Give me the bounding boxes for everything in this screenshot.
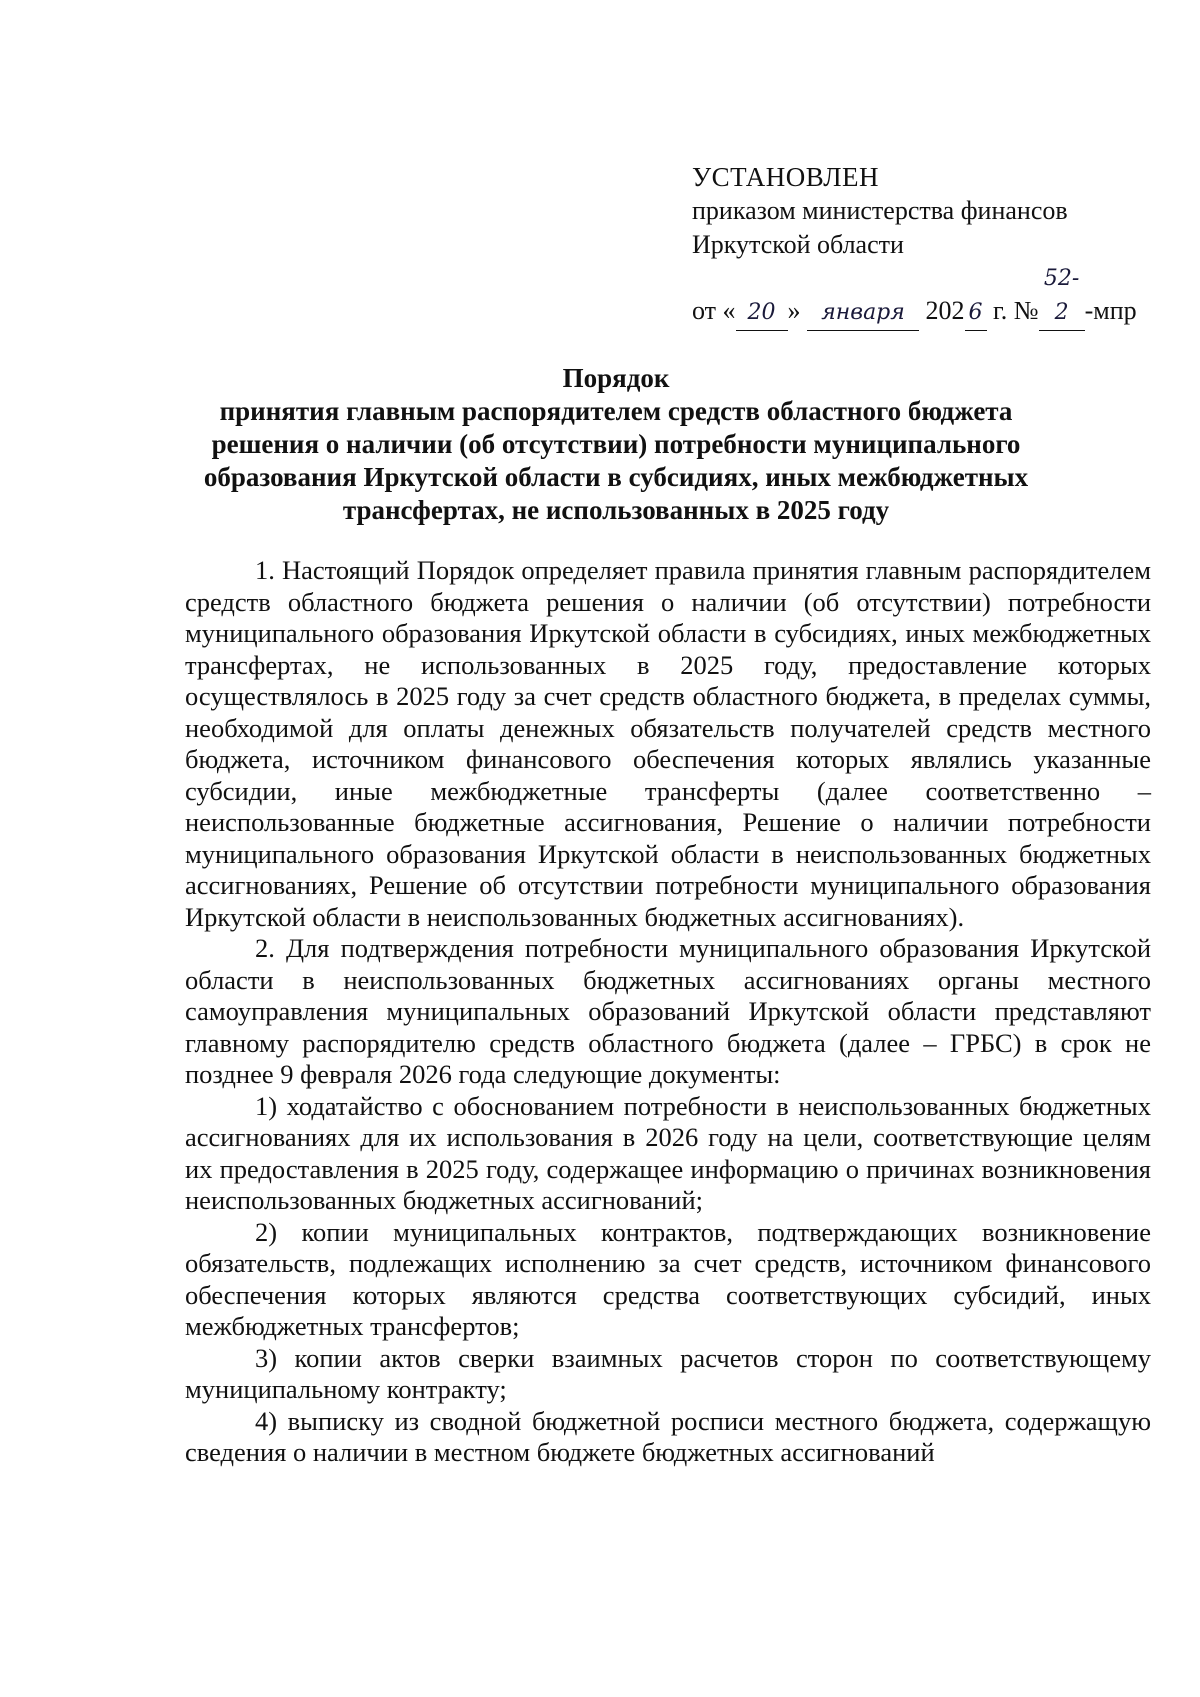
title-line-5: трансфертах, не использованных в 2025 году [342, 495, 890, 525]
handwritten-year-digit: 6 [965, 296, 987, 331]
approval-date-line [692, 262, 1162, 331]
approval-heading: УСТАНОВЛЕН [692, 162, 880, 192]
quote-close: » [787, 296, 801, 325]
title-line-3: решения о наличии (об отсутствии) потребности муниципального [211, 429, 1021, 459]
list-item-1: 1) ходатайство с обоснованием потребности в неиспользованных бюджетных ассигнованиях для их использования в 2026 году на цели, соответствующие целям их предоставления в 2025 году, содержащее информацию о причинах возникновения неиспользованных бюджетных ассигнований; [185, 1090, 1151, 1215]
approval-line-order: приказом министерства финансов [692, 196, 1068, 225]
handwritten-order-number: 52-2 [1039, 262, 1085, 331]
approval-line-region: Иркутской области [692, 230, 904, 259]
paragraph-1: 1. Настоящий Порядок определяет правила принятия главным распорядителем средств областного бюджета решения о наличии (об отсутствии) потребности муниципального образования Иркутской области в субсидиях, иных межбюджетных трансфертах, не использованных в 2025 году, предоставление которых осуществлялось в 2025 году за счет средств областного бюджета, в пределах суммы, необходимой для оплаты денежных обязательств получателей средств местного бюджета, источником финансового обеспечения которых являлись указанные субсидии, иные межбюджетные трансферты (далее соответственно – неиспользованные бюджетные ассигнования, Решение о наличии потребности муниципального образования Иркутской области в неиспользованных бюджетных ассигнованиях, Решение об отсутствии потребности муниципального образования Иркутской области в неиспользованных бюджетных ассигнованиях). [185, 555, 1151, 932]
year-prefix: 202 [925, 296, 965, 325]
list-item-3: 3) копии актов сверки взаимных расчетов сторон по соответствующему муниципальному контракту; [185, 1342, 1151, 1404]
handwritten-day: 20 [736, 296, 788, 331]
handwritten-month: января [807, 296, 919, 331]
list-item-2: 2) копии муниципальных контрактов, подтверждающих возникновение обязательств, подлежащих исполнению за счет средств, источником финансового обеспечения которых являются средства соответствующих субсидий, иных межбюджетных трансфертов; [185, 1216, 1151, 1341]
date-prefix: от « [692, 296, 736, 325]
number-prefix: г. № [986, 296, 1039, 325]
list-item-4: 4) выписку из сводной бюджетной росписи местного бюджета, содержащую сведения о наличии в местном бюджете бюджетных ассигнований [185, 1405, 1151, 1467]
paragraph-2: 2. Для подтверждения потребности муниципального образования Иркутской области в неиспользованных бюджетных ассигнованиях органы местного самоуправления муниципальных образований Иркутской области представляют главному распорядителю средств областного бюджета (далее – ГРБС) в срок не позднее 9 февраля 2026 года следующие документы: [185, 933, 1151, 1089]
title-line-4: образования Иркутской области в субсидиях, иных межбюджетных [203, 462, 1029, 492]
document-title [176, 362, 1056, 527]
document-body [185, 555, 1151, 1469]
title-line-1: Порядок [562, 363, 670, 393]
approval-block [692, 160, 1162, 331]
number-suffix: -мпр [1084, 296, 1137, 325]
title-line-2: принятия главным распорядителем средств областного бюджета [219, 396, 1013, 426]
